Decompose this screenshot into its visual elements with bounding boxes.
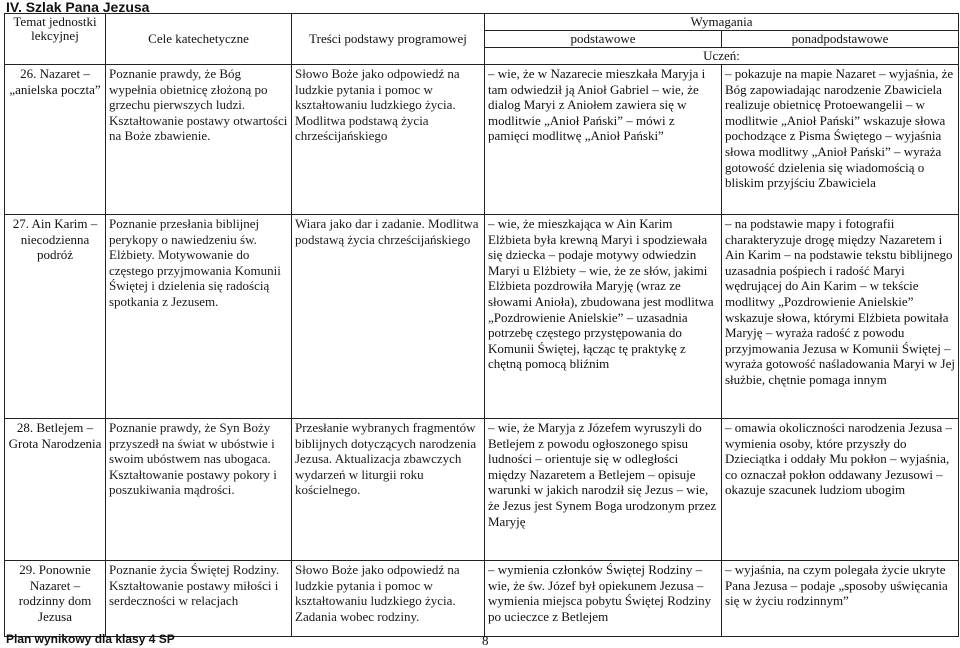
topic-cell: 27. Ain Karim – niecodzienna podróż	[5, 215, 106, 419]
page-number: 8	[482, 633, 489, 648]
table-row	[5, 65, 959, 215]
table-row	[5, 561, 959, 637]
header-basic: podstawowe	[485, 31, 722, 48]
advanced-cell: – wyjaśnia, na czym polegała życie ukryte Pana Jezusa – podaje „sposoby uświęcania się w życiu rodzinnym”	[722, 561, 959, 637]
topic-cell: 29. Ponownie Nazaret – rodzinny dom Jezusa	[5, 561, 106, 637]
header-goals: Cele katechetyczne	[106, 14, 292, 65]
basic-cell: – wie, że w Nazarecie mieszkała Maryja i tam odwiedził ją Anioł Gabriel – wie, że dialog Maryi z Aniołem zawiera się w modlitwie „Anioł Pański” – mówi z pamięci modlitwę „Anioł Pański”	[485, 65, 722, 215]
content-cell: Przesłanie wybranych fragmentów biblijnych dotyczących narodzenia Jezusa. Aktualizacja zbawczych wydarzeń w liturgii roku kościelnego.	[292, 419, 485, 561]
content-cell: Wiara jako dar i zadanie. Modlitwa podstawą życia chrześcijańskiego	[292, 215, 485, 419]
goals-cell: Poznanie prawdy, że Bóg wypełnia obietnicę złożoną po grzechu pierwszych ludzi. Kształtowanie postawy otwartości na Boże zbawienie.	[106, 65, 292, 215]
header-student: Uczeń:	[485, 48, 959, 65]
goals-cell: Poznanie prawdy, że Syn Boży przyszedł na świat w ubóstwie i swoim ubóstwem nas ubogaca. Kształtowanie postawy pokory i poszukiwania mądrości.	[106, 419, 292, 561]
basic-cell: – wie, że mieszkająca w Ain Karim Elżbieta była krewną Maryi i spodziewała się dziecka – podaje motywy odwiedzin Maryi u Elżbiety – wie, że ze słów, jakimi Elżbieta pozdrowiła Maryję (wraz ze słowami Anioła), zbudowana jest modlitwa „Pozdrowienie Anielskie” – uzasadnia potrzebę częstego przystępowania do Komunii Świętej, łącząc tę praktykę z chętną pomocą bliźnim	[485, 215, 722, 419]
advanced-cell: – omawia okoliczności narodzenia Jezusa – wymienia osoby, które przyszły do Dzieciątka i oddały Mu pokłon – wyjaśnia, co oznaczał pokłon oddawany Jezusowi – okazuje szacunek ludziom ubogim	[722, 419, 959, 561]
basic-cell: – wymienia członków Świętej Rodziny – wie, że św. Józef był opiekunem Jezusa – wymienia miejsca pobytu Świętej Rodziny po ucieczce z Betlejem	[485, 561, 722, 637]
lesson-plan-table	[4, 13, 959, 637]
advanced-cell: – pokazuje na mapie Nazaret – wyjaśnia, że Bóg zapowiadając narodzenie Zbawiciela realizuje obietnicę Protoewangelii – w modlitwie „Anioł Pański” wskazuje słowa pochodzące z Pisma Świętego – wyjaśnia słowa modlitwy „Anioł Pański” – wyraża gotowość dzielenia się wiadomością o bliskim przyjściu Zbawiciela	[722, 65, 959, 215]
table-row	[5, 215, 959, 419]
advanced-cell: – na podstawie mapy i fotografii charakteryzuje drogę między Nazaretem i Ain Karim – na podstawie tekstu biblijnego uzasadnia pośpiech i radość Maryi wędrującej do Ain Karim – w tekście modlitwy „Pozdrowienie Anielskie” wskazuje słowa, którymi Elżbieta powitała Maryję – wyraża radość z powodu przyjmowania Jezusa w Komunii Świętej – wyraża gotowość naśladowania Maryi w Jej służbie, chętnie pomaga innym	[722, 215, 959, 419]
header-content: Treści podstawy programowej	[292, 14, 485, 65]
basic-cell: – wie, że Maryja z Józefem wyruszyli do Betlejem z powodu ogłoszonego spisu ludności – orientuje się w odległości między Nazaretem a Betlejem – opisuje warunki w jakich narodził się Jezus – wie, że Jezus jest Synem Boga urodzonym przez Maryję	[485, 419, 722, 561]
table-row	[5, 419, 959, 561]
section-title: IV. Szlak Pana Jezusa	[6, 0, 150, 15]
header-requirements: Wymagania	[485, 14, 959, 31]
goals-cell: Poznanie przesłania biblijnej perykopy o nawiedzeniu św. Elżbiety. Motywowanie do częstego przyjmowania Komunii Świętej i dzielenia się radością spotkania z Jezusem.	[106, 215, 292, 419]
content-cell: Słowo Boże jako odpowiedź na ludzkie pytania i pomoc w kształtowaniu ludzkiego życia. Zadania wobec rodziny.	[292, 561, 485, 637]
topic-cell: 26. Nazaret – „anielska poczta”	[5, 65, 106, 215]
content-cell: Słowo Boże jako odpowiedź na ludzkie pytania i pomoc w kształtowaniu ludzkiego życia. Modlitwa podstawą życia chrześcijańskiego	[292, 65, 485, 215]
goals-cell: Poznanie życia Świętej Rodziny. Kształtowanie postawy miłości i serdeczności w relacjach	[106, 561, 292, 637]
header-advanced: ponadpodstawowe	[722, 31, 959, 48]
header-topic: Temat jednostki lekcyjnej	[5, 14, 106, 65]
topic-cell: 28. Betlejem – Grota Narodzenia	[5, 419, 106, 561]
footer-plan-label: Plan wynikowy dla klasy 4 SP	[6, 632, 175, 646]
